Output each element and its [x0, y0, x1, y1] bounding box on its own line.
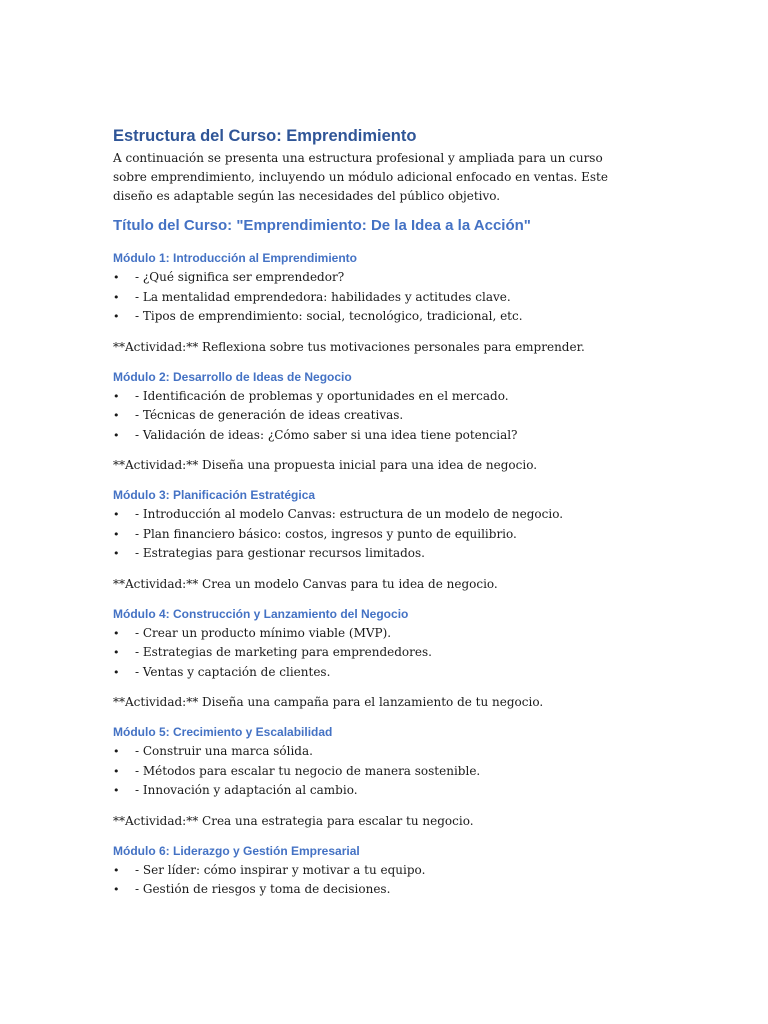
list-item-text: - ¿Qué significa ser emprendedor? [135, 270, 345, 284]
list-item [113, 880, 708, 900]
module-title: Módulo 6: Liderazgo y Gestión Empresarial [113, 843, 360, 858]
module-activity: **Actividad:** Crea un modelo Canvas para tu idea de negocio. [113, 576, 498, 591]
module-section-2 [113, 369, 708, 476]
list-item-text: - Ser líder: cómo inspirar y motivar a tu equipo. [135, 862, 426, 877]
bullet-icon: • [113, 626, 120, 640]
bullet-icon: • [113, 409, 120, 422]
course-title: Título del Curso: "Emprendimiento: De la Idea a la Acción" [113, 217, 531, 234]
bullet-icon: • [113, 271, 120, 284]
bullet-icon: • [113, 764, 120, 778]
bullet-icon: • [113, 665, 120, 679]
bullet-icon: • [113, 784, 120, 797]
module-section-5 [113, 724, 708, 831]
bullet-icon: • [113, 547, 120, 560]
module-activity: **Actividad:** Diseña una propuesta inicial para una idea de negocio. [113, 458, 538, 472]
bullet-icon: • [113, 745, 120, 758]
bullet-icon: • [113, 290, 120, 304]
module-topic-list [113, 861, 708, 900]
module-activity: **Actividad:** Diseña una campaña para el lanzamiento de tu negocio. [113, 695, 544, 709]
module-title: Módulo 1: Introducción al Emprendimiento [113, 251, 358, 265]
list-item [113, 663, 708, 683]
list-item-text: - Métodos para escalar tu negocio de manera sostenible. [135, 763, 481, 778]
list-item [113, 544, 708, 564]
module-title: Módulo 5: Crecimiento y Escalabilidad [113, 725, 333, 739]
list-item [113, 505, 708, 525]
list-item-text: - Crear un producto mínimo viable (MVP). [135, 625, 392, 640]
bullet-icon: • [113, 646, 120, 659]
module-section-3 [113, 487, 708, 594]
bullet-icon: • [113, 508, 120, 521]
module-topic-list [113, 387, 708, 446]
bullet-icon: • [113, 428, 120, 442]
list-item [113, 624, 708, 644]
list-item [113, 268, 708, 288]
list-item [113, 643, 708, 663]
module-section-1 [113, 250, 708, 357]
list-item [113, 387, 708, 407]
list-item [113, 406, 708, 426]
list-item-text: - Validación de ideas: ¿Cómo saber si una idea tiene potencial? [135, 427, 518, 442]
list-item [113, 288, 708, 308]
module-topic-list [113, 268, 708, 327]
list-item-text: - Tipos de emprendimiento: social, tecnológico, tradicional, etc. [135, 309, 523, 323]
list-item [113, 762, 708, 782]
bullet-icon: • [113, 883, 120, 896]
bullet-icon: • [113, 310, 120, 323]
list-item-text: - Identificación de problemas y oportunidades en el mercado. [135, 388, 509, 403]
list-item [113, 525, 708, 545]
list-item-text: - Estrategias para gestionar recursos limitados. [135, 546, 425, 560]
list-item [113, 861, 708, 881]
list-item-text: - Plan financiero básico: costos, ingresos y punto de equilibrio. [135, 526, 517, 541]
intro-paragraph: A continuación se presenta una estructura profesional y ampliada para un curso sobre emprendimiento, incluyendo un módulo adicional enfocado en ventas. Este diseño es adaptable según las necesidades del público objetivo. [113, 151, 608, 203]
module-topic-list [113, 742, 708, 801]
bullet-icon: • [113, 527, 120, 541]
module-section-4 [113, 606, 708, 713]
list-item [113, 742, 708, 762]
document-title: Estructura del Curso: Emprendimiento [113, 127, 417, 145]
list-item [113, 307, 708, 327]
module-title: Módulo 4: Construcción y Lanzamiento del Negocio [113, 606, 409, 621]
module-activity: **Actividad:** Reflexiona sobre tus motivaciones personales para emprender. [113, 339, 585, 354]
module-topic-list [113, 624, 708, 683]
bullet-icon: • [113, 389, 120, 403]
module-section-6 [113, 843, 708, 900]
list-item-text: - Construir una marca sólida. [135, 744, 313, 758]
modules-container [113, 250, 708, 900]
list-item-text: - Innovación y adaptación al cambio. [135, 783, 358, 797]
bullet-icon: • [113, 863, 120, 877]
list-item [113, 781, 708, 801]
module-topic-list [113, 505, 708, 564]
module-activity: **Actividad:** Crea una estrategia para escalar tu negocio. [113, 813, 474, 828]
list-item-text: - Gestión de riesgos y toma de decisiones. [135, 882, 391, 896]
list-item-text: - Introducción al modelo Canvas: estructura de un modelo de negocio. [135, 507, 564, 521]
module-title: Módulo 2: Desarrollo de Ideas de Negocio [113, 369, 352, 384]
list-item-text: - Técnicas de generación de ideas creativas. [135, 408, 404, 422]
module-title: Módulo 3: Planificación Estratégica [113, 488, 316, 502]
list-item-text: - Ventas y captación de clientes. [135, 664, 331, 679]
list-item [113, 426, 708, 446]
list-item-text: - La mentalidad emprendedora: habilidades y actitudes clave. [135, 289, 511, 304]
list-item-text: - Estrategias de marketing para emprendedores. [135, 645, 432, 659]
